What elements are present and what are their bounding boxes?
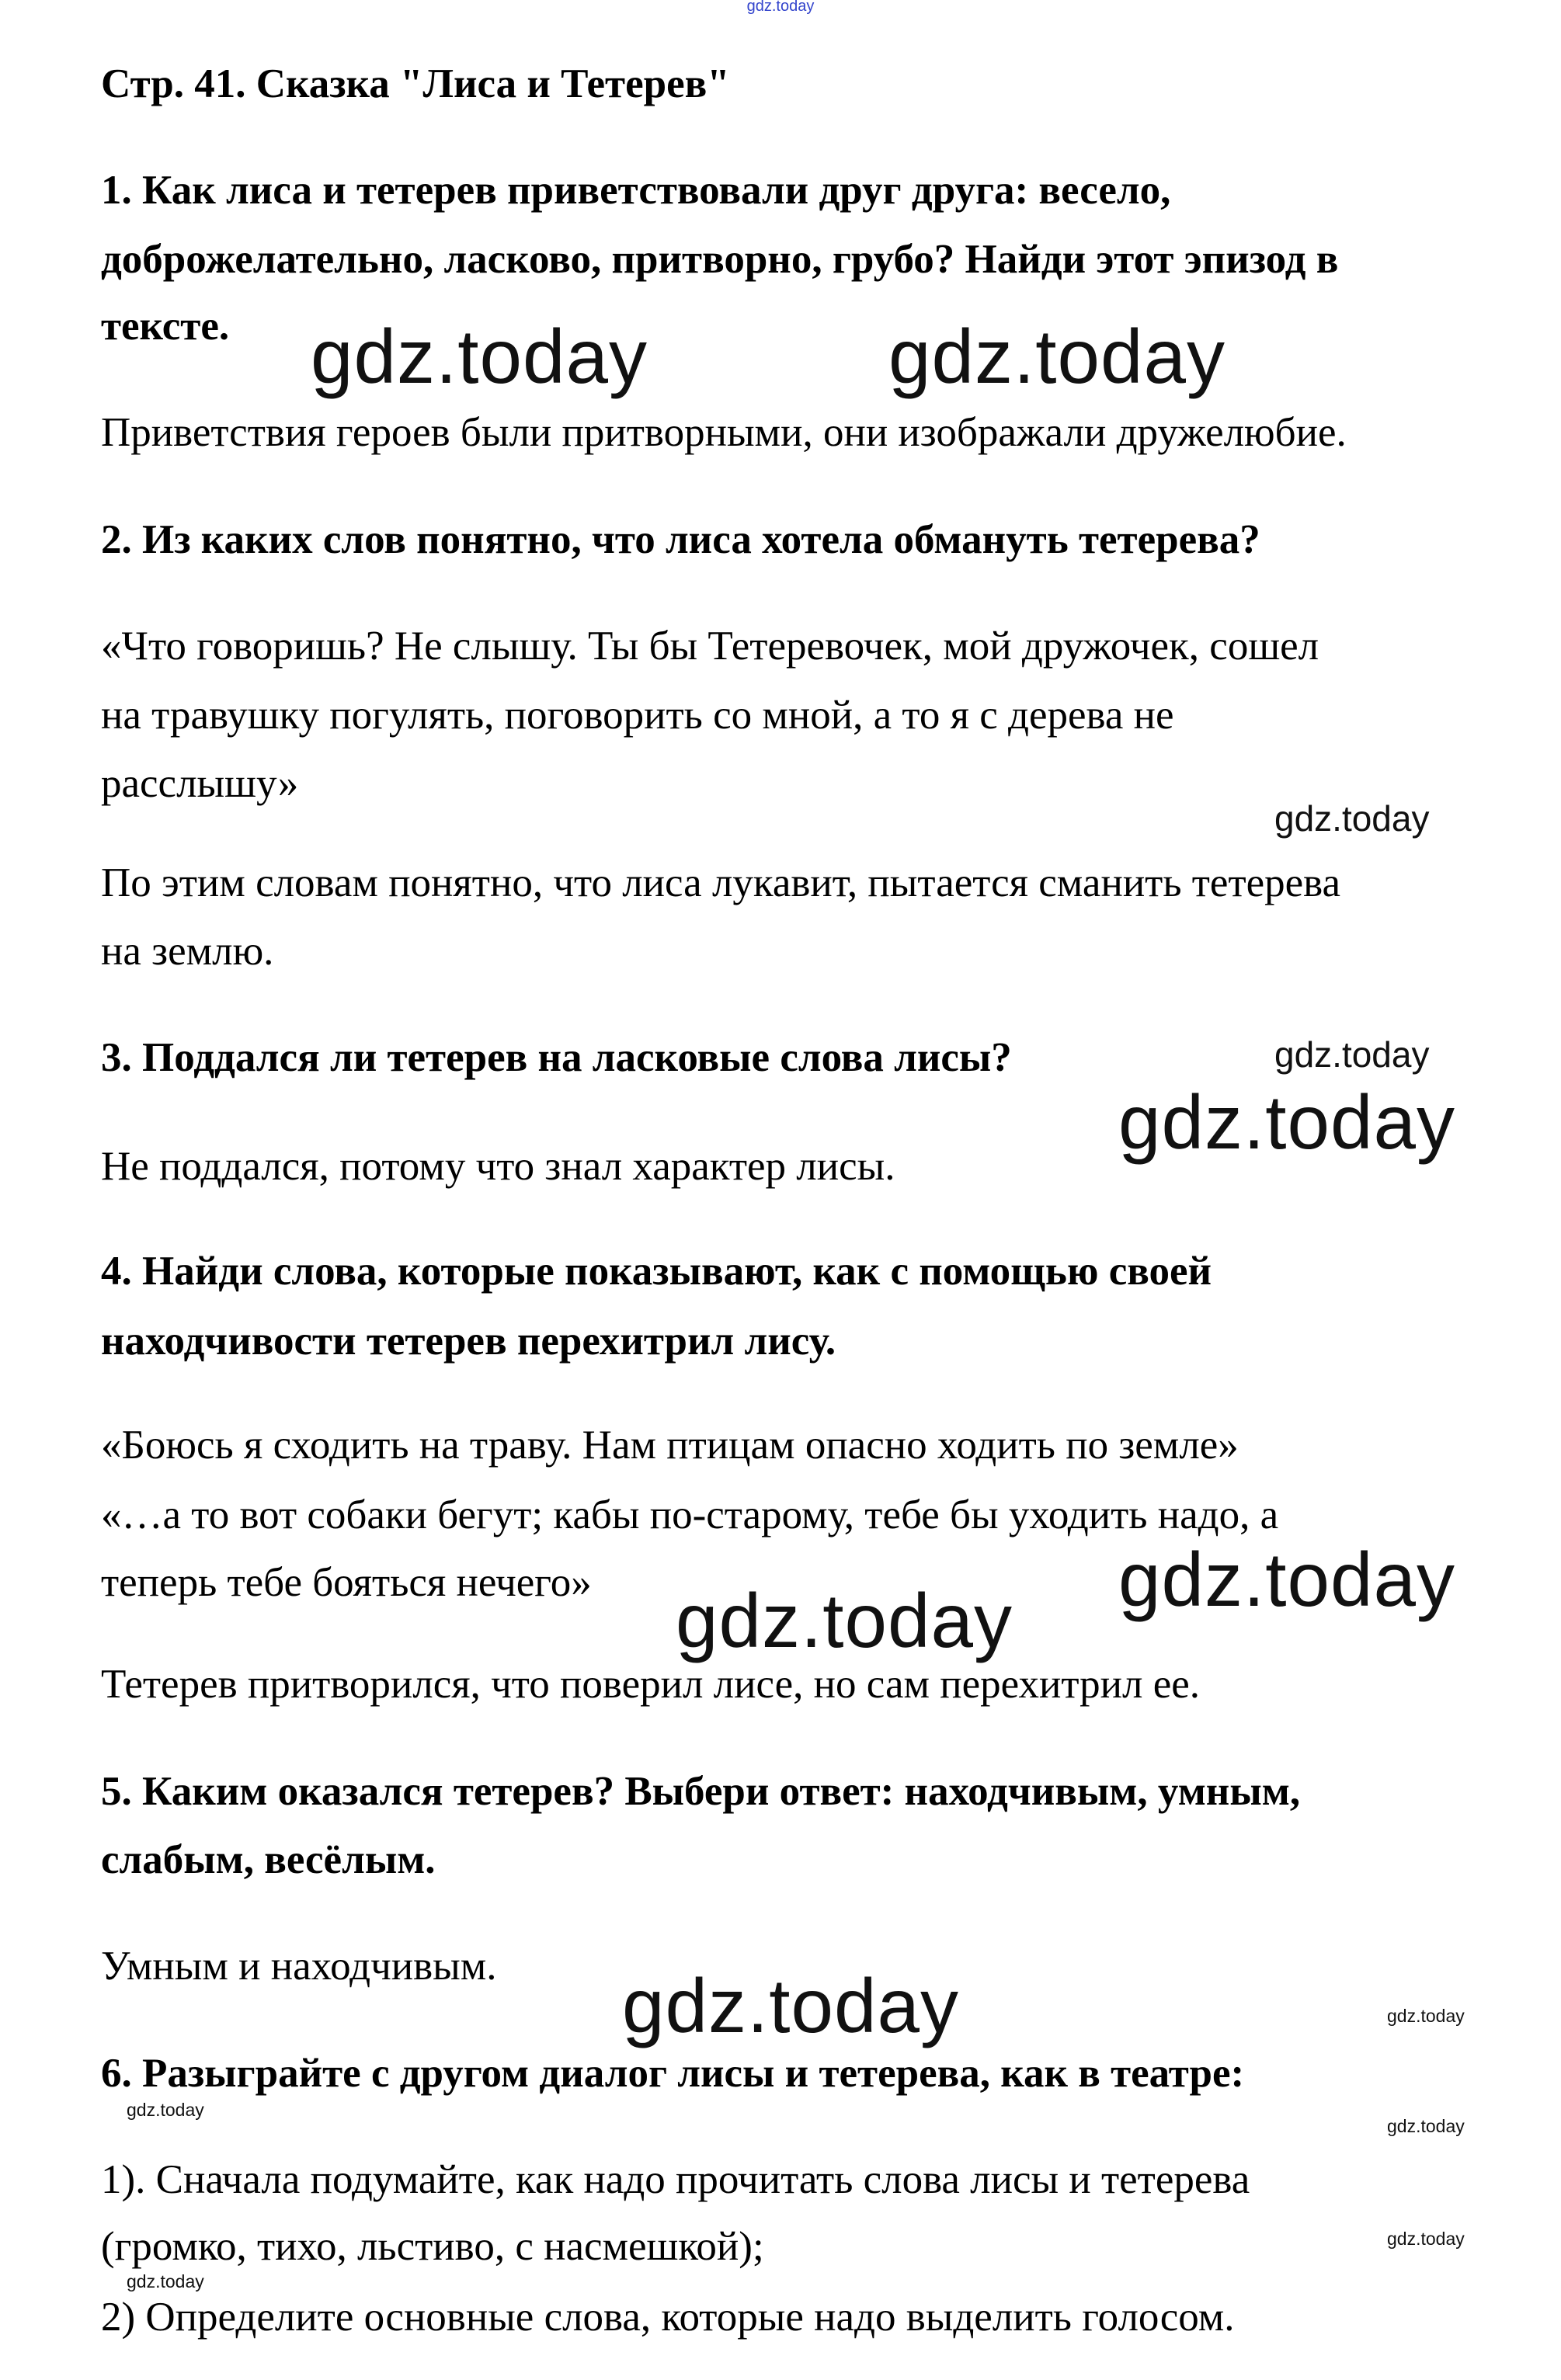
watermark: gdz.today [127,2271,204,2291]
watermark: gdz.today [1274,798,1430,839]
answer-4: «…а то вот собаки бегут; кабы по-старому, тебе бы уходить надо, а [101,1492,1279,1537]
watermark: gdz.today [746,0,815,15]
answer-3: Не поддался, потому что знал характер лисы. [101,1144,895,1189]
answer-6: (громко, тихо, льстиво, с насмешкой); [101,2224,764,2269]
answer-6: 2) Определите основные слова, которые надо выделить голосом. [101,2295,1235,2340]
watermark: gdz.today [1118,1079,1455,1165]
watermark: gdz.today [127,2100,204,2120]
answer-2: расслышу» [101,761,299,806]
watermark: gdz.today [888,314,1226,399]
watermark: gdz.today [1387,2116,1465,2136]
question-4: 4. Найди слова, которые показывают, как с помощью своей [101,1249,1212,1294]
answer-2: По этим словам понятно, что лиса лукавит, пытается сманить тетерева [101,860,1341,905]
watermark: gdz.today [311,314,648,399]
answer-4: Тетерев притворился, что поверил лисе, но сам перехитрил ее. [101,1662,1201,1707]
answer-1: Приветствия героев были притворными, они изображали дружелюбие. [101,410,1347,455]
answer-5: Умным и находчивым. [101,1944,497,1989]
watermark: gdz.today [622,1963,959,2048]
watermark: gdz.today [1387,2006,1465,2026]
question-4: находчивости тетерев перехитрил лису. [101,1319,836,1364]
page-title: Стр. 41. Сказка "Лиса и Тетерев" [101,61,730,106]
watermark: gdz.today [676,1578,1013,1663]
question-2: 2. Из каких слов понятно, что лиса хотела обмануть тетерева? [101,517,1260,562]
question-1: доброжелательно, ласково, притворно, грубо? Найди этот эпизод в [101,237,1339,282]
question-6: 6. Разыграйте с другом диалог лисы и тетерева, как в театре: [101,2051,1245,2096]
question-3: 3. Поддался ли тетерев на ласковые слова лисы? [101,1035,1012,1080]
question-1: тексте. [101,304,230,349]
answer-2: на травушку погулять, поговорить со мной, а то я с дерева не [101,693,1174,738]
answer-6: 1). Сначала подумайте, как надо прочитать слова лисы и тетерева [101,2157,1250,2202]
question-1: 1. Как лиса и тетерев приветствовали друг друга: весело, [101,168,1171,213]
answer-2: «Что говоришь? Не слышу. Ты бы Тетеревочек, мой дружочек, сошел [101,624,1319,669]
answer-2: на землю. [101,929,274,974]
answer-4: «Боюсь я сходить на траву. Нам птицам опасно ходить по земле» [101,1423,1239,1468]
watermark: gdz.today [1387,2229,1465,2249]
answer-4: теперь тебе бояться нечего» [101,1560,592,1605]
question-5: 5. Каким оказался тетерев? Выбери ответ: находчивым, умным, [101,1769,1301,1814]
watermark: gdz.today [1274,1034,1430,1075]
watermark: gdz.today [1118,1537,1455,1622]
question-5: слабым, весёлым. [101,1837,436,1882]
